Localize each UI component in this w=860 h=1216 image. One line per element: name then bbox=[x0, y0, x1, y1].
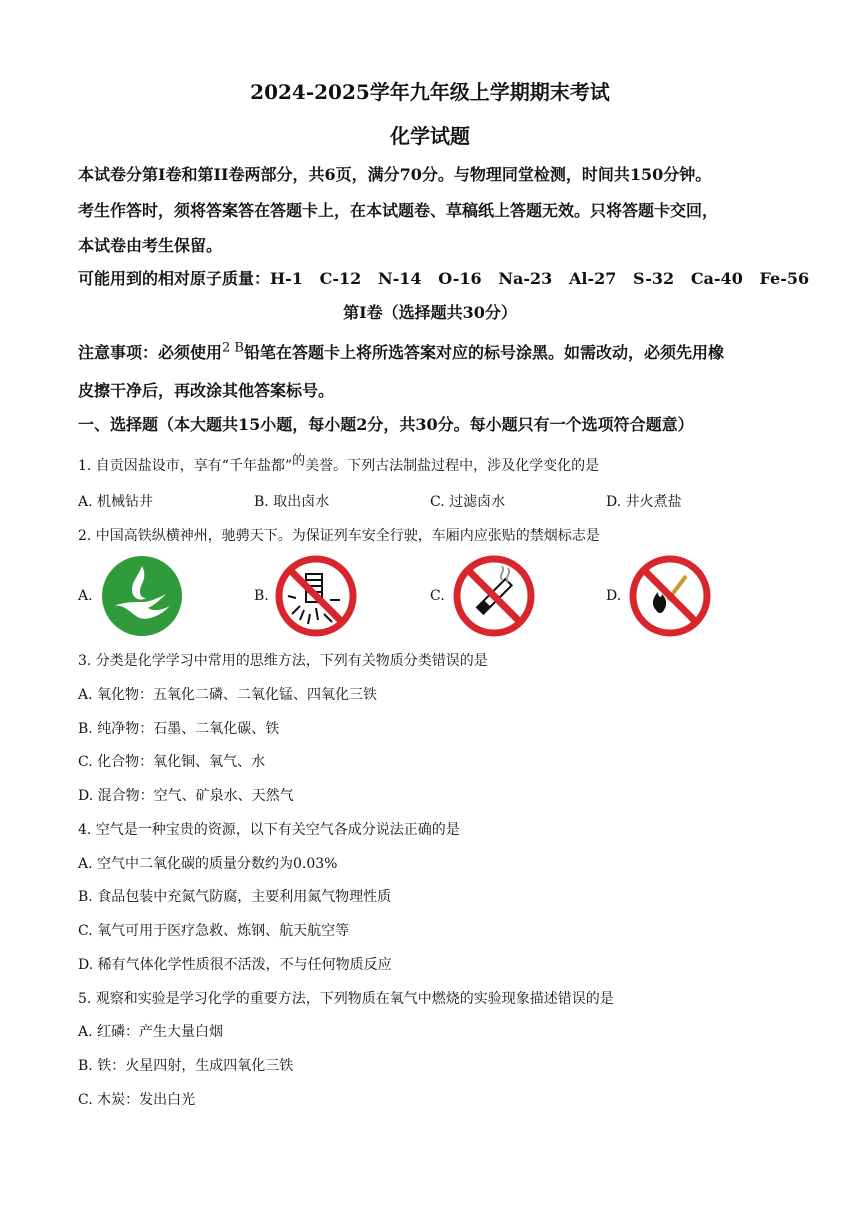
no-open-flame-sign-icon bbox=[628, 554, 712, 638]
question-4-stem: 4. 空气是一种宝贵的资源，以下有关空气各成分说法正确的是 bbox=[78, 822, 460, 838]
notice-line-2: 皮擦干净后，再改涂其他答案标号。 bbox=[78, 381, 335, 400]
q1-stem-part-a: 1. 自贡因盐设市，享有“千年盐都” bbox=[78, 458, 293, 474]
notice-line-1 bbox=[78, 340, 724, 363]
q2-option-a-label: A. bbox=[78, 588, 93, 604]
q1-stem-superscript: 的 bbox=[292, 453, 306, 469]
q4-option-b: B. 食品包装中充氮气防腐，主要利用氮气物理性质 bbox=[78, 889, 392, 905]
q3-option-c: C. 化合物：氧化铜、氧气、水 bbox=[78, 754, 266, 770]
notice-suffix: 铅笔在答题卡上将所选答案对应的标号涂黑。如需改动，必须先用橡 bbox=[243, 343, 724, 362]
q5-option-b: B. 铁：火星四射，生成四氧化三铁 bbox=[78, 1058, 294, 1074]
q2-option-d-label: D. bbox=[606, 588, 622, 604]
exam-title: 2024-2025学年九年级上学期期末考试 bbox=[250, 80, 610, 104]
q4-option-a: A. 空气中二氧化碳的质量分数约为0.03% bbox=[78, 856, 338, 872]
q5-option-a: A. 红磷：产生大量白烟 bbox=[78, 1024, 224, 1040]
question-1-stem bbox=[78, 455, 599, 475]
atomic-masses: 可能用到的相对原子质量：H-1 C-12 N-14 O-16 Na-23 Al-27 S-32 Ca-40 Fe-56 bbox=[78, 269, 810, 288]
q1-option-a: A. 机械钻井 bbox=[78, 494, 154, 510]
q1-stem-part-b: 美誉。下列古法制盐过程中，涉及化学变化的是 bbox=[305, 458, 600, 474]
notice-prefix: 注意事项：必须使用 bbox=[78, 343, 223, 362]
q2-option-b-label: B. bbox=[254, 588, 269, 604]
intro-line-2: 考生作答时，须将答案答在答题卡上，在本试题卷、草稿纸上答题无效。只将答题卡交回， bbox=[78, 201, 719, 220]
section-heading: 第I卷（选择题共30分） bbox=[343, 303, 517, 322]
q2-option-c-label: C. bbox=[430, 588, 445, 604]
q3-option-a: A. 氧化物：五氧化二磷、二氧化锰、四氧化三铁 bbox=[78, 687, 378, 703]
q3-option-d: D. 混合物：空气、矿泉水、天然气 bbox=[78, 788, 294, 804]
intro-line-3: 本试卷由考生保留。 bbox=[78, 236, 223, 255]
no-fireworks-sign-icon bbox=[274, 554, 358, 638]
notice-superscript: 2 B bbox=[222, 340, 244, 356]
q4-option-d: D. 稀有气体化学性质很不活泼，不与任何物质反应 bbox=[78, 957, 392, 973]
q4-option-c: C. 氧气可用于医疗急救、炼钢、航天航空等 bbox=[78, 923, 350, 939]
q1-option-b: B. 取出卤水 bbox=[254, 494, 330, 510]
question-5-stem: 5. 观察和实验是学习化学的重要方法，下列物质在氧气中燃烧的实验现象描述错误的是 bbox=[78, 991, 614, 1007]
q3-option-b: B. 纯净物：石墨、二氧化碳、铁 bbox=[78, 721, 280, 737]
no-smoking-sign-icon bbox=[452, 554, 536, 638]
water-saving-sign-icon bbox=[100, 554, 184, 638]
q1-option-d: D. 井火煮盐 bbox=[606, 494, 682, 510]
q5-option-c: C. 木炭：发出白光 bbox=[78, 1092, 196, 1108]
question-3-stem: 3. 分类是化学学习中常用的思维方法，下列有关物质分类错误的是 bbox=[78, 653, 488, 669]
question-2-stem: 2. 中国高铁纵横神州，驰骋天下。为保证列车安全行驶，车厢内应张贴的禁烟标志是 bbox=[78, 528, 600, 544]
q1-option-c: C. 过滤卤水 bbox=[430, 494, 506, 510]
exam-subtitle: 化学试题 bbox=[390, 124, 470, 148]
intro-line-1: 本试卷分第I卷和第II卷两部分，共6页，满分70分。与物理同堂检测，时间共150分钟。 bbox=[78, 165, 712, 184]
part-one-title: 一、选择题（本大题共15小题，每小题2分，共30分。每小题只有一个选项符合题意） bbox=[78, 415, 694, 434]
